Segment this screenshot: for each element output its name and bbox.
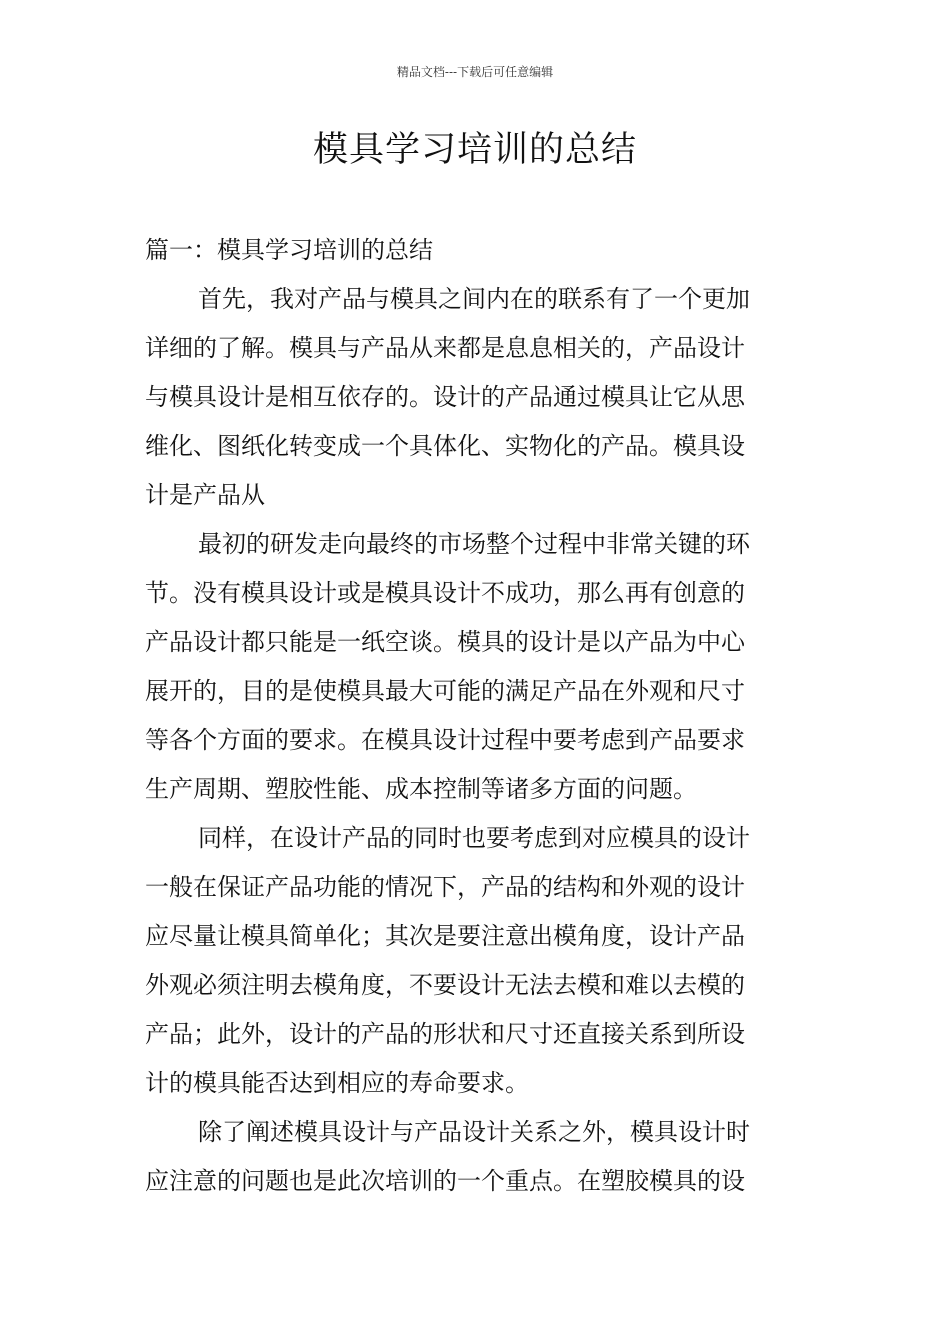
text-line: 一般在保证产品功能的情况下，产品的结构和外观的设计	[145, 873, 745, 901]
text-line: 应注意的问题也是此次培训的一个重点。在塑胶模具的设	[145, 1167, 745, 1195]
text-line: 计是产品从	[145, 481, 265, 509]
text-line: 与模具设计是相互依存的。设计的产品通过模具让它从思	[145, 383, 745, 411]
paragraph-3	[145, 814, 807, 1108]
text-line: 应尽量让模具简单化；其次是要注意出模角度，设计产品	[145, 922, 745, 950]
text-line: 节。没有模具设计或是模具设计不成功，那么再有创意的	[145, 579, 745, 607]
text-line: 同样，在设计产品的同时也要考虑到对应模具的设计	[198, 824, 750, 852]
document-body	[145, 225, 807, 1206]
page-header: 精品文档---下载后可任意编辑	[396, 65, 554, 79]
text-line: 计的模具能否达到相应的寿命要求。	[145, 1069, 529, 1097]
text-line: 等各个方面的要求。在模具设计过程中要考虑到产品要求	[145, 726, 745, 754]
document-title: 模具学习培训的总结	[312, 130, 637, 170]
paragraph-1	[145, 275, 807, 520]
section-heading: 篇一：模具学习培训的总结	[145, 236, 433, 264]
text-line: 首先，我对产品与模具之间内在的联系有了一个更加	[198, 285, 750, 313]
paragraph-2	[145, 520, 807, 814]
text-line: 生产周期、塑胶性能、成本控制等诸多方面的问题。	[145, 775, 697, 803]
text-line: 展开的，目的是使模具最大可能的满足产品在外观和尺寸	[145, 677, 745, 705]
text-line: 外观必须注明去模角度，不要设计无法去模和难以去模的	[145, 971, 745, 999]
text-line: 除了阐述模具设计与产品设计关系之外，模具设计时	[198, 1118, 750, 1146]
text-line: 最初的研发走向最终的市场整个过程中非常关键的环	[198, 530, 750, 558]
text-line: 产品；此外，设计的产品的形状和尺寸还直接关系到所设	[145, 1020, 745, 1048]
paragraph-4	[145, 1108, 807, 1206]
text-line: 维化、图纸化转变成一个具体化、实物化的产品。模具设	[145, 432, 745, 460]
text-line: 产品设计都只能是一纸空谈。模具的设计是以产品为中心	[145, 628, 745, 656]
text-line: 详细的了解。模具与产品从来都是息息相关的，产品设计	[145, 334, 745, 362]
